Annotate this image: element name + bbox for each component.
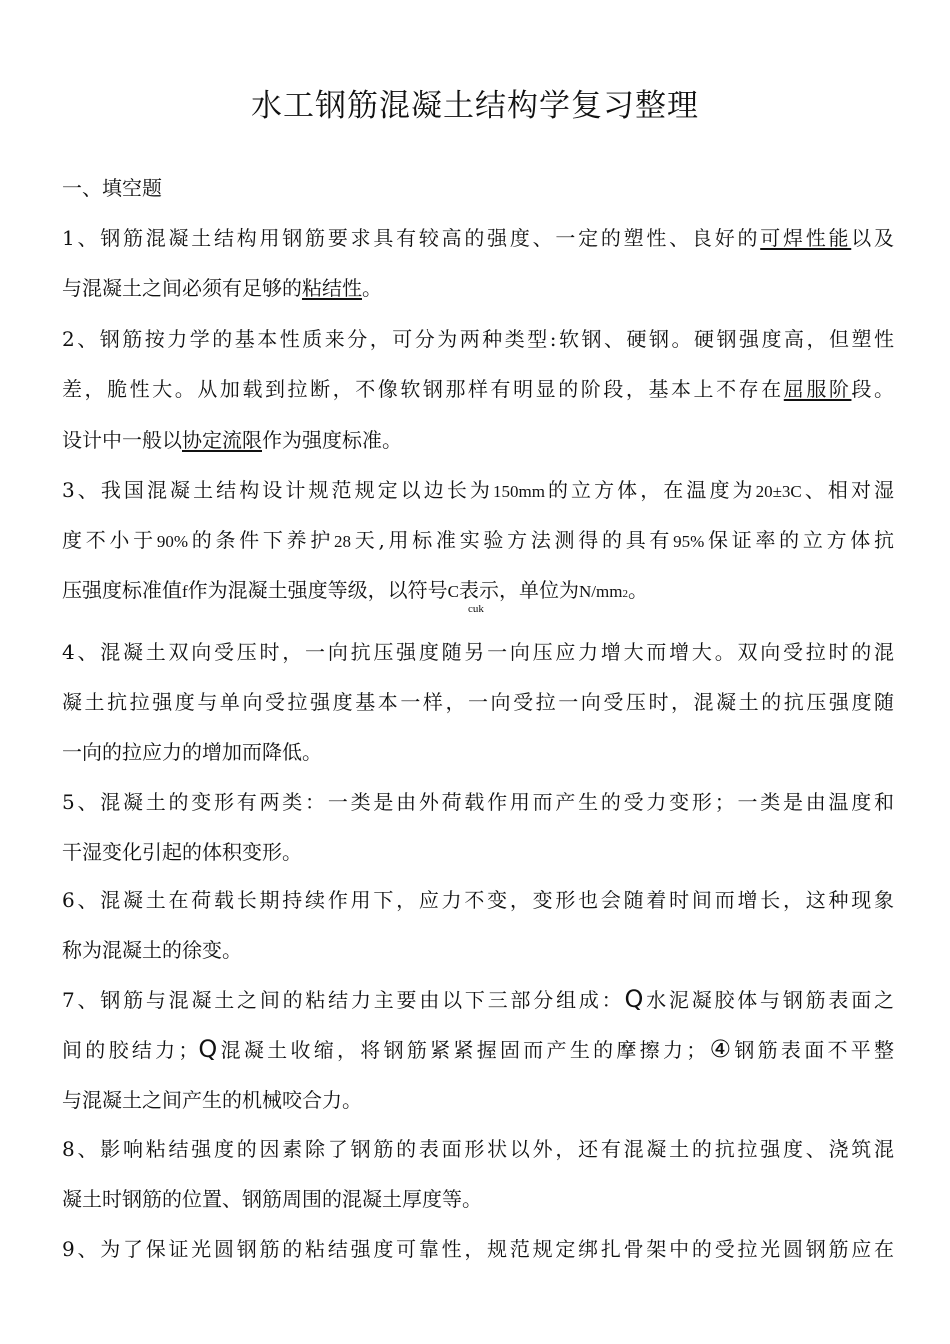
q4-line-3: 一向的拉应力的增加而降低。	[62, 740, 322, 764]
q1-text: 。	[362, 276, 382, 300]
q3-text: 保证率的立方体抗	[704, 528, 895, 552]
q4-line-2: 凝土抗拉强度与单向受拉强度基本一样，一向受拉一向受压时，混凝土的抗压强度随	[62, 690, 894, 714]
q6-line-1: 6、混凝土在荷载长期持续作用下，应力不变，变形也会随着时间而增长，这种现象	[62, 888, 894, 912]
q3-value: N/mm	[579, 582, 623, 601]
q7-line-3: 与混凝土之间产生的机械咬合力。	[62, 1088, 362, 1112]
q3-text: 的条件下养护	[188, 528, 335, 552]
q6-line-2: 称为混凝土的徐变。	[62, 938, 242, 962]
q7-text: 水泥凝胶体与钢筋表面之	[643, 988, 894, 1012]
q3-text: 3、我国混凝土结构设计规范规定以边长为	[62, 478, 493, 502]
q2-answer-1: 屈服阶	[783, 377, 852, 401]
q1-answer-2: 粘结性	[302, 276, 362, 300]
q2-text: 差，脆性大。从加载到拉断，不像软钢那样有明显的阶段，基本上不存在	[62, 377, 784, 401]
q7-text: 7、钢筋与混凝土之间的粘结力主要由以下三部分组成：	[62, 988, 625, 1012]
q3-line-1	[62, 474, 894, 503]
q7-marker-3: ④	[706, 1035, 735, 1063]
q3-value: 20±3C	[755, 482, 802, 501]
q7-line-1	[62, 984, 894, 1013]
q2-text: 设计中一般以	[62, 428, 182, 452]
q7-text: 间的胶结力；	[62, 1038, 199, 1062]
q4-line-1: 4、混凝土双向受压时，一向抗压强度随另一向压应力增大而增大。双向受拉时的混	[62, 640, 894, 664]
q2-line-1: 2、钢筋按力学的基本性质来分，可分为两种类型:软钢、硬钢。硬钢强度高，但塑性	[62, 327, 894, 351]
q2-text: 段。	[851, 377, 895, 401]
q3-value: 95%	[673, 532, 705, 551]
q3-value: C	[447, 582, 460, 601]
q3-text: 、相对湿	[801, 478, 895, 502]
q3-line-2	[62, 524, 894, 553]
q1-line-2	[62, 272, 894, 301]
q3-text: 的立方体，在温度为	[544, 478, 756, 502]
q2-answer-2: 协定流限	[182, 428, 262, 452]
q3-text: 作为混凝土强度等级，以符号	[187, 578, 448, 602]
section-heading: 一、填空题	[62, 176, 162, 200]
q5-line-2: 干湿变化引起的体积变形。	[62, 840, 302, 864]
q1-text: 以及	[851, 226, 894, 250]
q8-line-1: 8、影响粘结强度的因素除了钢筋的表面形状以外，还有混凝土的抗拉强度、浇筑混	[62, 1137, 894, 1161]
q3-value: 28	[334, 532, 352, 551]
q3-value: 150mm	[492, 482, 545, 501]
q3-text: 度不小于	[62, 528, 157, 552]
q7-line-2	[62, 1034, 894, 1063]
q2-line-2	[62, 373, 894, 402]
q1-line-1	[62, 222, 894, 251]
q5-line-1: 5、混凝土的变形有两类：一类是由外荷载作用而产生的受力变形；一类是由温度和	[62, 790, 894, 814]
q3-text: 压强度标准值	[62, 578, 182, 602]
q9-line-1: 9、为了保证光圆钢筋的粘结强度可靠性，规范规定绑扎骨架中的受拉光圆钢筋应在	[62, 1237, 894, 1261]
q1-answer-1: 可焊性能	[760, 226, 852, 250]
q7-marker-2: Q	[198, 1035, 218, 1063]
q7-text: 钢筋表面不平整	[734, 1038, 895, 1062]
q3-subscript: cuk	[468, 603, 484, 615]
q2-line-3	[62, 424, 894, 453]
page-title: 水工钢筋混凝土结构学复习整理	[251, 88, 699, 124]
q3-text: 表示，单位为	[459, 578, 580, 602]
q1-text: 1、钢筋混凝土结构用钢筋要求具有较高的强度、一定的塑性、良好的	[62, 226, 761, 250]
q3-line-3	[62, 574, 894, 603]
q2-text: 作为强度标准。	[262, 428, 402, 452]
q3-value: 90%	[156, 532, 189, 551]
q8-line-2: 凝土时钢筋的位置、钢筋周围的混凝土厚度等。	[62, 1187, 482, 1211]
q7-text: 混凝土收缩，将钢筋紧紧握固而产生的摩擦力；	[217, 1038, 707, 1062]
q7-marker-1: Q	[624, 985, 644, 1013]
q3-superscript: 2	[622, 588, 628, 600]
q3-value: f	[182, 582, 188, 601]
q1-text: 与混凝土之间必须有足够的	[62, 276, 302, 300]
q3-text: 。	[627, 578, 648, 602]
q3-text: 天,用标准实验方法测得的具有	[351, 528, 674, 552]
